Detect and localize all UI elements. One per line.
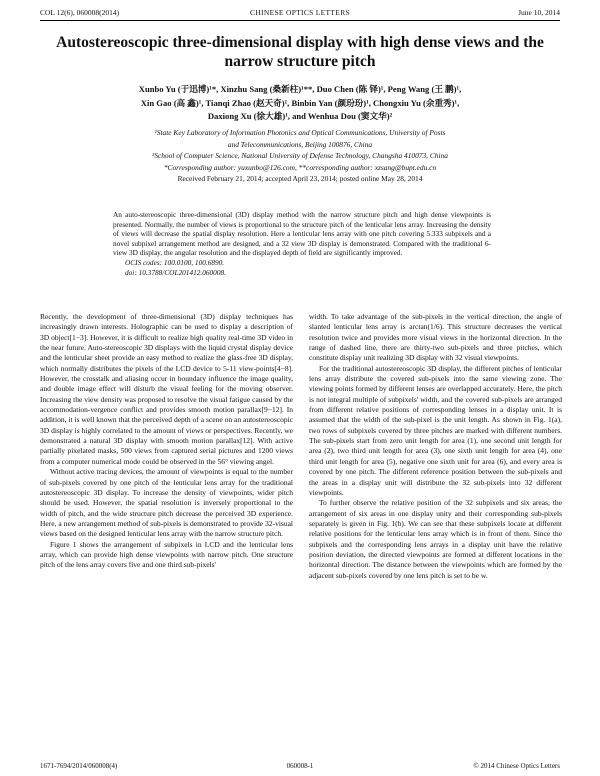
affiliation-line: ²School of Computer Science, National University of Defense Technology, Changsha 410073, China	[152, 151, 448, 160]
author-list	[40, 83, 560, 124]
paragraph: width. To take advantage of the sub-pixels in the vertical direction, the angle of slanted lenticular lens array is arctan(1/6). This structure decreases the vertical resolution twice and provides more visual views in the horizontal direction. In the range of dashed line, there are thirty-two sub-pixels and three pitches, which constitute display unit realizing 3D display with 32 visual viewpoints.	[309, 312, 562, 363]
journal-citation: COL 12(6), 060008(2014)	[40, 8, 120, 17]
author-line: Xunbo Yu (于迅博)¹*, Xinzhu Sang (桑新柱)¹**, Duo Chen (陈 铎)¹, Peng Wang (王 鹏)¹,	[138, 84, 462, 94]
paragraph: For the traditional autostereoscopic 3D display, the different pitches of lenticular lens array distribute the covered sub-pixels into the same viewing zone. The viewing points formed by different lenses are overlapped accurately. Here, the pitch is not integral multiple of subpixels' width, and the covered sub-pixels are arranged from different relative positions of corresponding lenses in a display unit. It is assumed that the width of the sub-pixel is the unit length. As shown in Fig. 1(a), two rows of subpixels covered by three pitches are marked with different numbers. The sub-pixels start from zero unit length for area (1), one second unit length for area (2), two third unit length for area (3), one sixth unit length for area (4), one third unit length for area (5), negative one sixth unit for area (6), and every area is covered by one pitch. The different reference position between the sub-pixels and the areas in a display unit will distribute the 32 sub-pixels into 32 different viewpoints.	[309, 363, 562, 497]
issue-date: June 10, 2014	[518, 8, 560, 17]
affiliations	[40, 127, 560, 185]
affiliation-line: ¹State Key Laboratory of Information Photonics and Optical Communications, University of Posts	[154, 128, 446, 137]
paragraph: Recently, the development of three-dimensional (3D) display techniques has increasingly drawn interests. Holographic can be used to display a description of 3D object[1−3]. However, it is difficult to realize high quality real-time 3D video in the near future. Auto-stereoscopic 3D displays with the liquid crystal display device and the lenticular sheet provide an easy method to realize the glass-free 3D display, which normally distributes the pixels of the LCD device to 5-11 view-points[4−8]. However, the crosstalk and aliasing occur in boundary influence the image quality, and double image effect will disturb the visual feeling for the moving observer. Increasing the view density was proposed to resolve the visual fatigue caused by the accommodation-vergence conflict and provides smooth motion parallax[9−12]. In addition, it is well known that the perceived depth of a scene on an autostereoscopic 3D display is highly correlated to the amount of views or perspectives. Recently, we demonstrated a natural 3D display with smooth motion parallax[12]. With active partially pixelated masks, 500 views from captured serial pictures and 1200 views from a computer numerical mode could be observed in the 56° viewing angel.	[40, 312, 293, 466]
corresponding-author: *Corresponding author: yuxunbo@126.com, **corresponding author: xzsang@bupt.edu.cn	[163, 162, 437, 172]
paragraph: To further observe the relative position of the 32 subpixels and six areas, the arrangement of six areas in one display unity and their corresponding sub-pixels separately is given in Fig. 1(b). We can see that these subpixels locate at different relative positions for the lenticular lens array which is in front of them. Since the subpixels and the corresponding lens arrays in a display unit have the relative position deviation, the directed viewpoints are formed at different locations in the horizontal direction. The distance between the viewpoints which are formed by the adjacent sub-pixels covered by one lens pitch is set to be w.	[309, 498, 562, 580]
paper-title: Autostereoscopic three-dimensional display with high dense views and the narrow structure pitch	[56, 34, 544, 70]
paragraph: Figure 1 shows the arrangement of subpixels in LCD and the lenticular lens array, which can provide high dense viewpoints with narrow pitch. One structure pitch of the lens array covers five and one third sub-pixels'	[40, 539, 293, 570]
ocis-codes: OCIS codes: 100.0100, 100.6890.	[125, 257, 225, 267]
doi: doi: 10.3788/COL201412.060008.	[125, 267, 226, 277]
copyright: © 2014 Chinese Optics Letters	[473, 762, 560, 770]
paragraph: Without active tracing devices, the amount of viewpoints is equal to the number of sub-pixels covered by one pitch of the lenticular lens array for the traditional autostereoscopic 3D display. To increase the density of viewpoints, wider pitch should be used. However, the spatial resolution is inversely proportional to the width of pitch, and the wide structure pitch decrease the perceived 3D experience. Here, a new arrangement method of sub-pixels is demonstrated to provide 32-visual views based on the designed lenticular lens array with the narrow structure pitch.	[40, 467, 293, 539]
journal-name: CHINESE OPTICS LETTERS	[250, 8, 350, 17]
author-line: Daxiong Xu (徐大雄)¹, and Wenhua Dou (窦文华)²	[207, 111, 393, 121]
abstract	[113, 210, 491, 277]
body-column-right	[309, 312, 562, 581]
received-dates: Received February 21, 2014; accepted April 23, 2014; posted online May 28, 2014	[177, 174, 423, 183]
author-line: Xin Gao (高 鑫)¹, Tianqi Zhao (赵天奇)¹, Binbin Yan (颜玢玢)¹, Chongxiu Yu (余重秀)¹,	[140, 97, 460, 108]
issn: 1671-7694/2014/060008(4)	[40, 762, 118, 770]
abstract-text: An auto-stereoscopic three-dimensional (3D) display method with the narrow structure pitch and high dense viewpoints is presented. Normally, the number of views is proportional to the structure pitch of the lenticular lens array. Increasing the density of views will decrease the spatial display resolution. Here a lenticular lens array with one pitch covering 5.333 subpixels and a novel subpixel arrangement method are designed, and a 32 view 3D display is demonstrated. Compared with the traditional 6-view 3D display, the angular resolution and the displayed depth of field are significantly improved.	[113, 210, 491, 258]
affiliation-line: and Telecommunications, Beijing 100876, China	[227, 139, 373, 149]
running-header	[40, 6, 560, 21]
body-column-left	[40, 312, 293, 571]
page-number: 060008-1	[286, 762, 314, 770]
page-footer	[40, 762, 560, 772]
